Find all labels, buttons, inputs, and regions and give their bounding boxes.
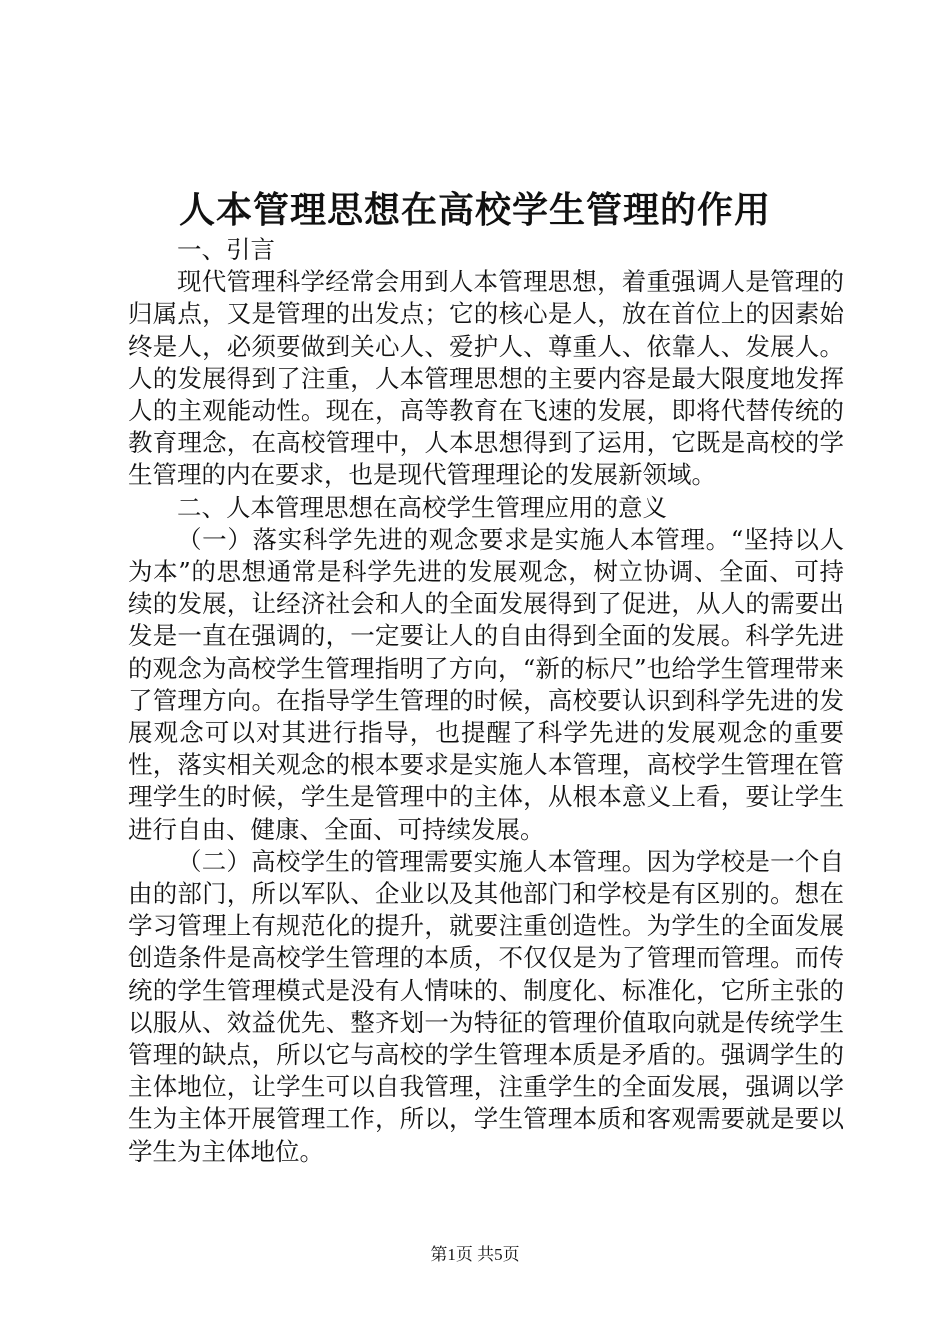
- paragraph-significance-two: （二）高校学生的管理需要实施人本管理。因为学校是一个自由的部门，所以军队、企业以及其他部门和学校是有区别的。想在学习管理上有规范化的提升，就要注重创造性。为学生的全面发展创造条件是高校学生管理的本质，不仅仅是为了管理而管理。而传统的学生管理模式是没有人情味的、制度化、标准化，它所主张的以服从、效益优先、整齐划一为特征的管理价值取向就是传统学生管理的缺点，所以它与高校的学生管理本质是矛盾的。强调学生的主体地位，让学生可以自我管理，注重学生的全面发展，强调以学生为主体开展管理工作，所以，学生管理本质和客观需要就是要以学生为主体地位。: [128, 846, 844, 1166]
- section-heading-significance: 二、人本管理思想在高校学生管理应用的意义: [177, 492, 667, 522]
- paragraph-significance-one: （一）落实科学先进的观念要求是实施人本管理。“坚持以人为本”的思想通常是科学先进的发展观念，树立协调、全面、可持续的发展，让经济社会和人的全面发展得到了促进，从人的需要出发是一直在强调的，一定要让人的自由得到全面的发展。科学先进的观念为高校学生管理指明了方向，“新的标尺”也给学生管理带来了管理方向。在指导学生管理的时候，高校要认识到科学先进的发展观念可以对其进行指导，也提醒了科学先进的发展观念的重要性，落实相关观念的根本要求是实施人本管理，高校学生管理在管理学生的时候，学生是管理中的主体，从根本意义上看，要让学生进行自由、健康、全面、可持续发展。: [128, 524, 844, 844]
- page-footer: 第1页 共5页: [430, 1245, 520, 1264]
- document-title: 人本管理思想在高校学生管理的作用: [178, 189, 771, 231]
- document-body: [128, 234, 844, 1168]
- section-heading-introduction: 一、引言: [177, 235, 275, 264]
- paragraph-introduction: 现代管理科学经常会用到人本管理思想，着重强调人是管理的归属点，又是管理的出发点；它的核心是人，放在首位上的因素始终是人，必须要做到关心人、爱护人、尊重人、依靠人、发展人。人的发展得到了注重，人本管理思想的主要内容是最大限度地发挥人的主观能动性。现在，高等教育在飞速的发展，即将代替传统的教育理念，在高校管理中，人本思想得到了运用，它既是高校的学生管理的内在要求，也是现代管理理论的发展新领域。: [128, 267, 844, 490]
